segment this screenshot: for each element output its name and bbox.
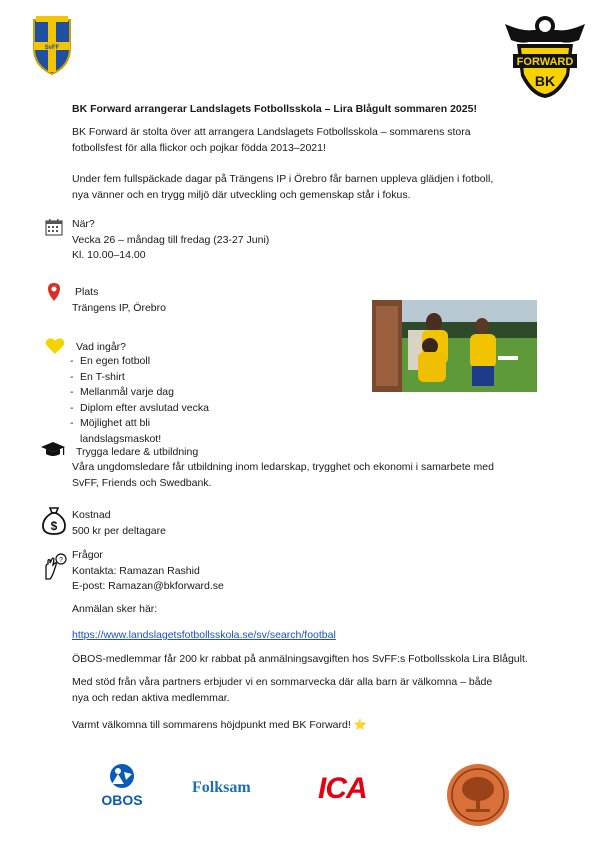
list-item: - En T-shirt bbox=[68, 370, 209, 386]
page-title: BK Forward arrangerar Landslagets Fotbollsskola – Lira Blågult sommaren 2025! bbox=[72, 103, 477, 115]
graduation-cap-icon bbox=[40, 441, 66, 465]
football-kids-photo bbox=[372, 300, 537, 392]
star-icon: ⭐ bbox=[353, 719, 367, 731]
list-item: - Möjlighet att bli bbox=[68, 416, 209, 432]
obos-logo bbox=[96, 762, 148, 808]
when-dates: Vecka 26 – måndag till fredag (23-27 Juni) bbox=[72, 233, 270, 246]
svff-logo bbox=[30, 14, 74, 76]
intro-line: fotbollsfest för alla flickor och pojkar födda 2013–2021! bbox=[72, 141, 326, 154]
signup-section bbox=[72, 628, 532, 644]
bk-forward-logo-top: FORWARD bbox=[516, 56, 574, 68]
questions-email: E-post: Ramazan@bkforward.se bbox=[72, 580, 224, 592]
intro2-line: Under fem fullspäckade dagar på Trängens IP i Örebro får barnen uppleva glädjen i fotboll, bbox=[72, 173, 494, 185]
obos-note: ÖBOS-medlemmar får 200 kr rabbat på anmälningsavgiften hos SvFF:s Fotbollsskola Lira Blågult. bbox=[72, 653, 528, 665]
support-line: Med stöd från våra partners erbjuder vi en sommarvecka där alla barn är välkomna – både bbox=[72, 676, 493, 688]
cost-price: 500 kr per deltagare bbox=[72, 524, 166, 537]
list-item: - En egen fotboll bbox=[68, 354, 209, 370]
intro-paragraph bbox=[72, 125, 532, 156]
list-item: - Mellanmål varje dag bbox=[68, 385, 209, 401]
svg-text:$: $ bbox=[50, 519, 58, 533]
leaders-text bbox=[72, 460, 494, 491]
cost-heading: Kostnad bbox=[72, 509, 111, 521]
included-list bbox=[68, 354, 209, 447]
ica-logo: ICA bbox=[318, 772, 367, 805]
intro-line: BK Forward är stolta över att arrangera Landslagets Fotbollsskola – sommarens stora bbox=[72, 126, 471, 138]
when-section bbox=[72, 217, 269, 264]
support-paragraph bbox=[72, 675, 532, 706]
bk-forward-logo-bottom: BK bbox=[534, 73, 556, 89]
leaders-line: Våra ungdomsledare får utbildning inom ledarskap, trygghet och ekonomi i samarbete med bbox=[72, 461, 494, 473]
questions-section bbox=[72, 548, 224, 595]
questions-heading: Frågor bbox=[72, 549, 103, 561]
list-item: - Diplom efter avslutad vecka bbox=[68, 401, 209, 417]
raised-hand-question-icon bbox=[42, 553, 68, 587]
svff-logo-text: SvFF bbox=[44, 45, 60, 51]
place-heading: Plats bbox=[75, 286, 99, 298]
place-address: Trängens IP, Örebro bbox=[72, 301, 166, 314]
place-section bbox=[72, 285, 166, 316]
list-item-continuation-text: landslagsmaskot! bbox=[80, 432, 162, 445]
signup-label: Anmälan sker här: bbox=[72, 603, 158, 615]
obos-logo-text: OBOS bbox=[101, 792, 143, 808]
calendar-icon bbox=[45, 218, 63, 242]
signup-link[interactable]: https://www.landslagetsfotbollsskola.se/sv/search/footbal bbox=[72, 629, 336, 641]
intro2-line: nya vänner och en trygg miljö där utveckling och gemenskap står i fokus. bbox=[72, 188, 411, 201]
bk-forward-logo bbox=[503, 10, 587, 102]
heart-icon bbox=[45, 337, 65, 361]
tree-emblem-logo bbox=[446, 763, 510, 827]
when-time: Kl. 10.00–14.00 bbox=[72, 249, 146, 261]
intro2-paragraph bbox=[72, 172, 532, 203]
included-heading: Vad ingår? bbox=[76, 341, 127, 353]
folksam-logo: Folksam bbox=[192, 779, 251, 796]
money-bag-icon bbox=[40, 506, 68, 542]
closing-paragraph bbox=[72, 718, 532, 734]
cost-section bbox=[72, 508, 166, 539]
questions-contact: Kontakta: Ramazan Rashid bbox=[72, 564, 200, 577]
support-line: nya och redan aktiva medlemmar. bbox=[72, 691, 230, 704]
location-pin-icon bbox=[46, 282, 62, 308]
leaders-heading: Trygga ledare & utbildning bbox=[76, 446, 199, 458]
svg-text:?: ? bbox=[59, 557, 63, 564]
closing-text: Varmt välkomna till sommarens höjdpunkt med BK Forward! bbox=[72, 719, 351, 731]
leaders-line: SvFF, Friends och Swedbank. bbox=[72, 476, 212, 489]
when-heading: När? bbox=[72, 218, 95, 230]
